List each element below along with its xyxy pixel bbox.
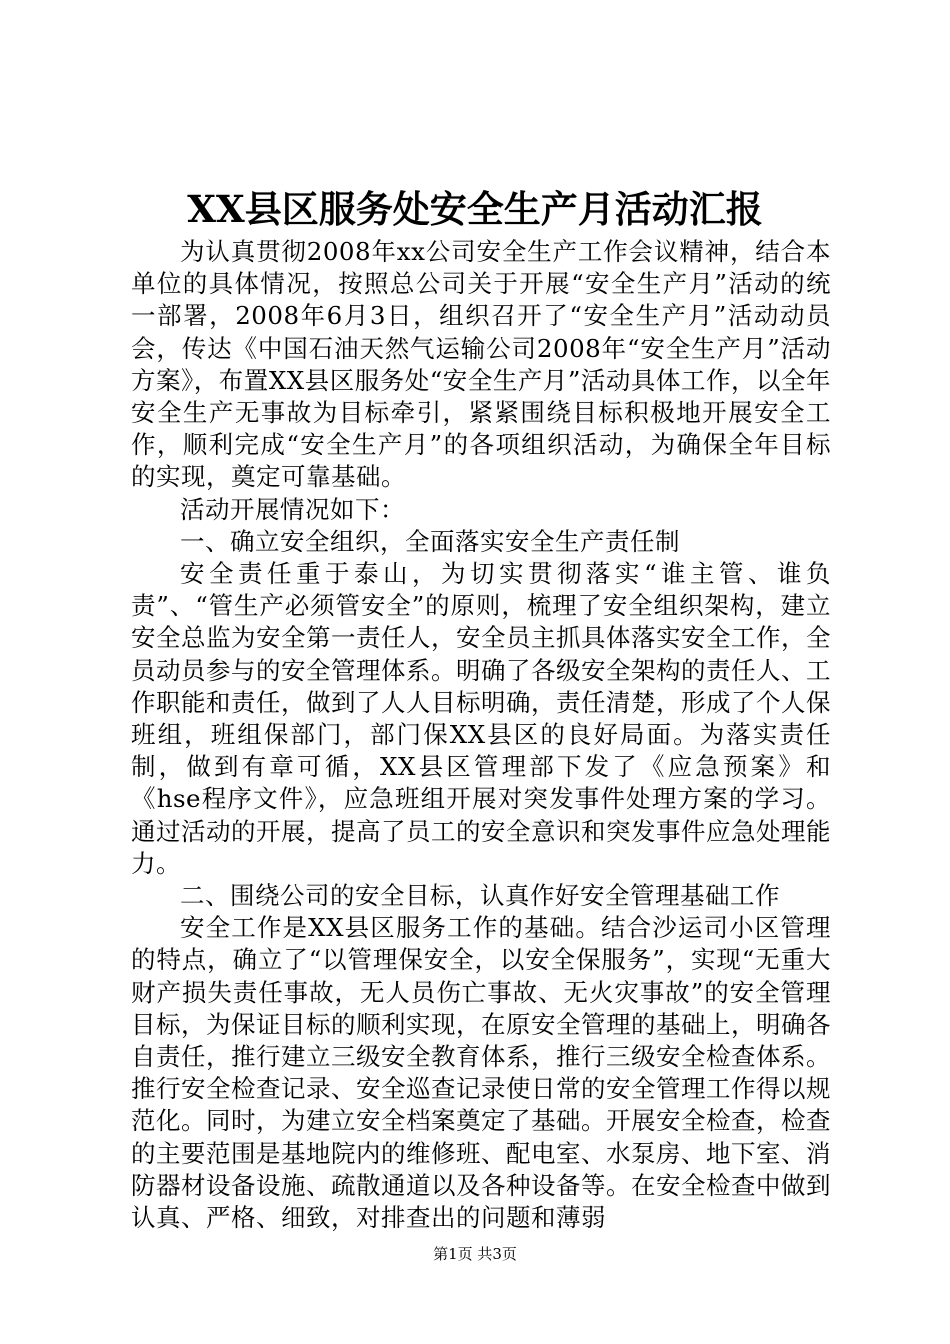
paragraph-intro: 为认真贯彻2008年xx公司安全生产工作会议精神，结合本单位的具体情况，按照总公司关于开展“安全生产月”活动的统一部署，2008年6月3日，组织召开了“安全生产月”活动动员会，传达《中国石油天然气运输公司2008年“安全生产月”活动方案》，布置XX县区服务处“安全生产月”活动具体工作，以全年安全生产无事故为目标牵引，紧紧围绕目标积极地开展安全工作，顺利完成“安全生产月”的各项组织活动，为确保全年目标的实现，奠定可靠基础。	[131, 237, 831, 492]
document-body	[131, 236, 831, 1234]
paragraph-section-2: 安全工作是XX县区服务工作的基础。结合沙运司小区管理的特点，确立了“以管理保安全，以安全保服务”，实现“无重大财产损失责任事故，无人员伤亡事故、无火灾事故”的安全管理目标，为保证目标的顺利实现，在原安全管理的基础上，明确各自责任，推行建立三级安全教育体系，推行三级安全检查体系。推行安全检查记录、安全巡查记录使日常的安全管理工作得以规范化。同时，为建立安全档案奠定了基础。开展安全检查，检查的主要范围是基地院内的维修班、配电室、水泵房、地下室、消防器材设备设施、疏散通道以及各种设备等。在安全检查中做到认真、严格、细致，对排查出的问题和薄弱	[131, 913, 831, 1233]
paragraph-section-1: 安全责任重于泰山，为切实贯彻落实“谁主管、谁负责”、“管生产必须管安全”的原则，梳理了安全组织架构，建立安全总监为安全第一责任人，安全员主抓具体落实安全工作，全员动员参与的安全管理体系。明确了各级安全架构的责任人、工作职能和责任，做到了人人目标明确，责任清楚，形成了个人保班组，班组保部门，部门保XX县区的良好局面。为落实责任制，做到有章可循，XX县区管理部下发了《应急预案》和《hse程序文件》，应急班组开展对突发事件处理方案的学习。通过活动的开展，提高了员工的安全意识和突发事件应急处理能力。	[131, 559, 831, 878]
section-heading-1: 一、确立安全组织，全面落实安全生产责任制	[180, 526, 680, 556]
section-heading-2: 二、围绕公司的安全目标，认真作好安全管理基础工作	[180, 881, 780, 911]
paragraph-overview: 活动开展情况如下：	[180, 494, 405, 524]
page-number-footer: 第1页 共3页	[433, 1245, 517, 1263]
document-title: XX县区服务处安全生产月活动汇报	[187, 187, 763, 231]
